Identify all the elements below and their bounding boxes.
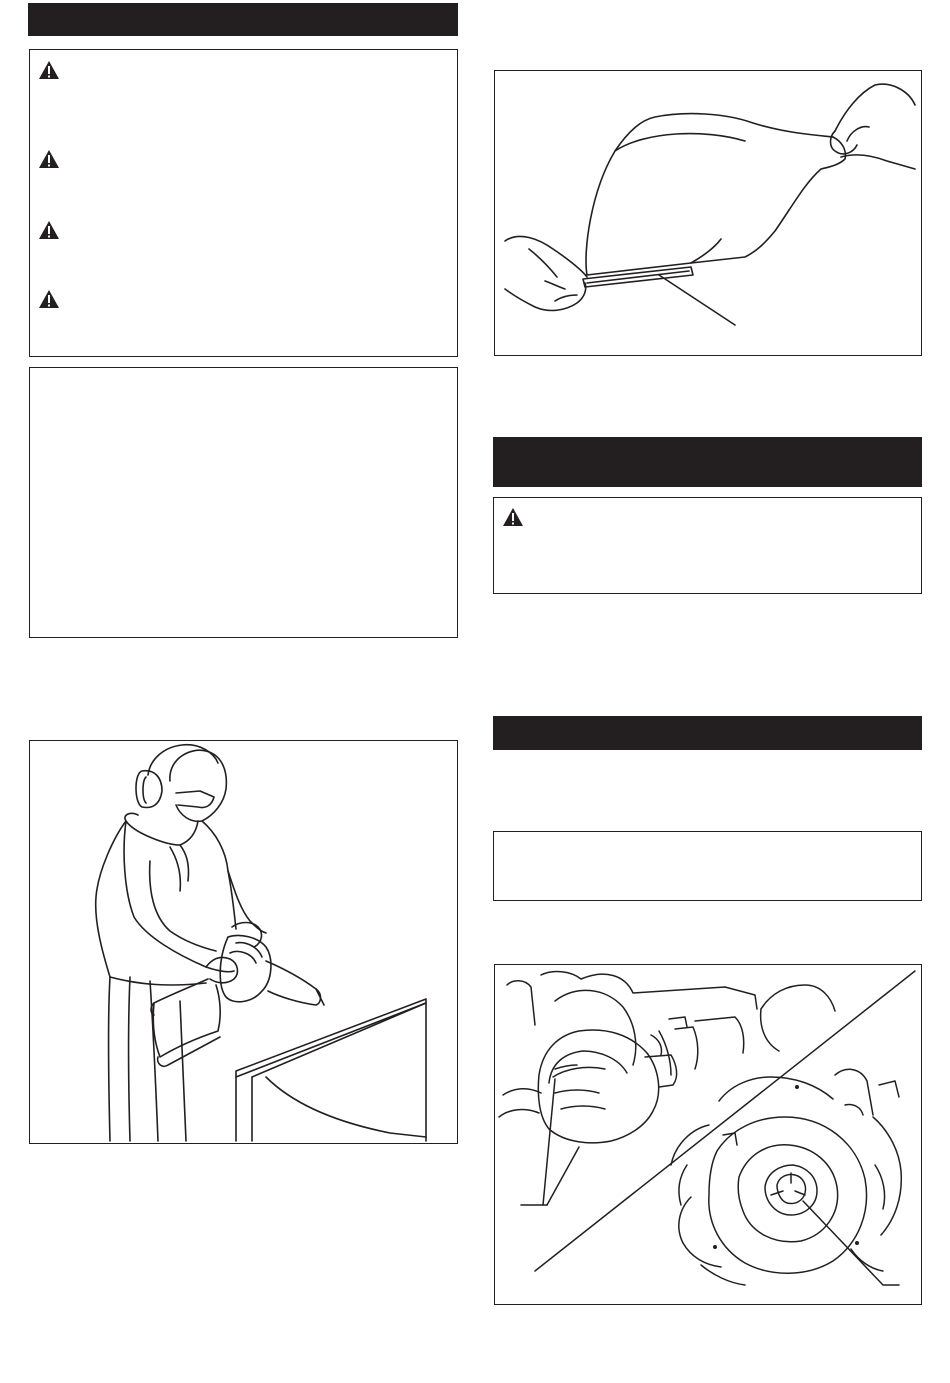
warning-triangle-icon bbox=[502, 507, 524, 527]
figure-dust-bag bbox=[494, 70, 922, 356]
motor-vents-illustration bbox=[495, 965, 920, 1303]
section-header-bar-left bbox=[28, 3, 458, 36]
warning-triangle-icon bbox=[38, 220, 60, 240]
warning-box-2 bbox=[493, 497, 922, 594]
warning-box bbox=[29, 49, 458, 357]
operator-illustration bbox=[30, 741, 456, 1142]
figure-motor-vents bbox=[494, 964, 922, 1305]
note-box bbox=[493, 831, 922, 901]
dust-bag-illustration bbox=[495, 71, 920, 354]
figure-operator-using-blower bbox=[29, 740, 458, 1144]
notice-box bbox=[29, 367, 458, 638]
section-header-bar-right-1 bbox=[493, 437, 922, 487]
warning-triangle-icon bbox=[38, 289, 60, 309]
section-header-bar-right-2 bbox=[493, 716, 922, 750]
warning-triangle-icon bbox=[38, 149, 60, 169]
warning-triangle-icon bbox=[38, 60, 60, 80]
